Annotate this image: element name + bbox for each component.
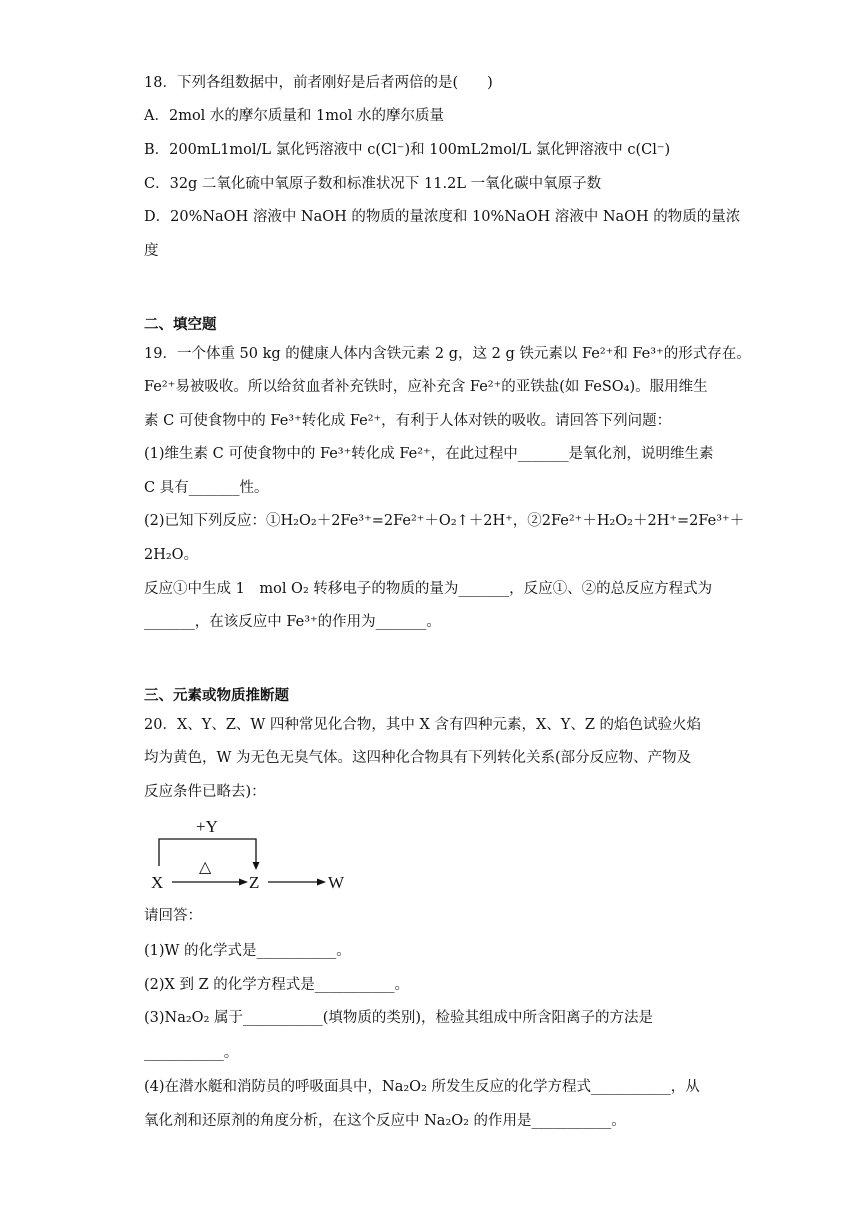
q19-line: 19．一个体重 50 kg 的健康人体内含铁元素 2 g，这 2 g 铁元素以 Fe²⁺和 Fe³⁺的形式存在。 xyxy=(144,346,751,362)
q20-intro-line: 反应条件已略去)： xyxy=(144,784,266,800)
q18-option-d-cont: 度 xyxy=(144,243,159,259)
diagram-node-z: Z xyxy=(249,873,260,892)
q20-question-line: (2)X 到 Z 的化学方程式是___________。 xyxy=(144,977,410,993)
diagram-label-plus-y: +Y xyxy=(196,817,218,836)
section-title-inference: 三、元素或物质推断题 xyxy=(144,688,289,704)
q20-question-line: (3)Na₂O₂ 属于___________(填物质的类别)，检验其组成中所含阳离子的方法是 xyxy=(144,1010,654,1026)
q18-option-c: C．32g 二氧化硫中氧原子数和标准状况下 11.2L 一氧化碳中氧原子数 xyxy=(144,176,602,192)
q20-question-line: 氧化剂和还原剂的角度分析，在这个反应中 Na₂O₂ 的作用是___________。 xyxy=(144,1113,626,1129)
section-title-fill-blank: 二、填空题 xyxy=(144,317,217,333)
q18-stem: 18．下列各组数据中，前者刚好是后者两倍的是( ) xyxy=(144,75,493,91)
q19-line: 反应①中生成 1 mol O₂ 转移电子的物质的量为_______，反应①、②的总反应方程式为 xyxy=(144,581,713,597)
diagram-arrowhead-z-w xyxy=(317,879,326,886)
q19-line: _______，在该反应中 Fe³⁺的作用为_______。 xyxy=(144,614,441,630)
q18-option-a: A．2mol 水的摩尔质量和 1mol 水的摩尔质量 xyxy=(144,108,444,124)
diagram-heat-symbol: △ xyxy=(199,859,212,876)
q20-question-line: ___________。 xyxy=(144,1045,239,1061)
q20-question-line: (4)在潜水艇和消防员的呼吸面具中，Na₂O₂ 所发生反应的化学方程式___________，从 xyxy=(144,1079,700,1095)
q19-line: Fe²⁺易被吸收。所以给贫血者补充铁时，应补充含 Fe²⁺的亚铁盐(如 FeSO₄)。服用维生 xyxy=(144,379,708,395)
q20-intro-line: 20．X、Y、Z、W 四种常见化合物，其中 X 含有四种元素，X、Y、Z 的焰色试验火焰 xyxy=(144,717,702,733)
q19-line: 2H₂O。 xyxy=(144,547,199,563)
diagram-node-x: X xyxy=(151,873,164,892)
transformation-diagram xyxy=(146,812,356,892)
q20-question-line: (1)W 的化学式是___________。 xyxy=(144,943,351,959)
q20-intro-line: 均为黄色，W 为无色无臭气体。这四种化合物具有下列转化关系(部分反应物、产物及 xyxy=(144,750,692,766)
q18-option-d: D．20%NaOH 溶液中 NaOH 的物质的量浓度和 10%NaOH 溶液中 NaOH 的物质的量浓 xyxy=(144,209,741,225)
q19-line: 素 C 可使食物中的 Fe³⁺转化成 Fe²⁺，有利于人体对铁的吸收。请回答下列问题： xyxy=(144,413,672,429)
q19-line: C 具有_______性。 xyxy=(144,480,269,496)
diagram-arrowhead-x-z xyxy=(239,879,248,886)
q18-option-b: B．200mL1mol/L 氯化钙溶液中 c(Cl⁻)和 100mL2mol/L 氯化钾溶液中 c(Cl⁻) xyxy=(144,142,671,158)
diagram-arrowhead-down xyxy=(253,862,260,870)
q19-line: (2)已知下列反应：①H₂O₂＋2Fe³⁺=2Fe²⁺＋O₂↑＋2H⁺，②2Fe²⁺＋H₂O₂＋2H⁺=2Fe³⁺＋ xyxy=(144,513,745,529)
diagram-node-w: W xyxy=(328,873,345,892)
q20-question-line: 请回答： xyxy=(144,908,202,924)
q19-line: (1)维生素 C 可使食物中的 Fe³⁺转化成 Fe²⁺，在此过程中_______是氧化剂，说明维生素 xyxy=(144,446,714,462)
